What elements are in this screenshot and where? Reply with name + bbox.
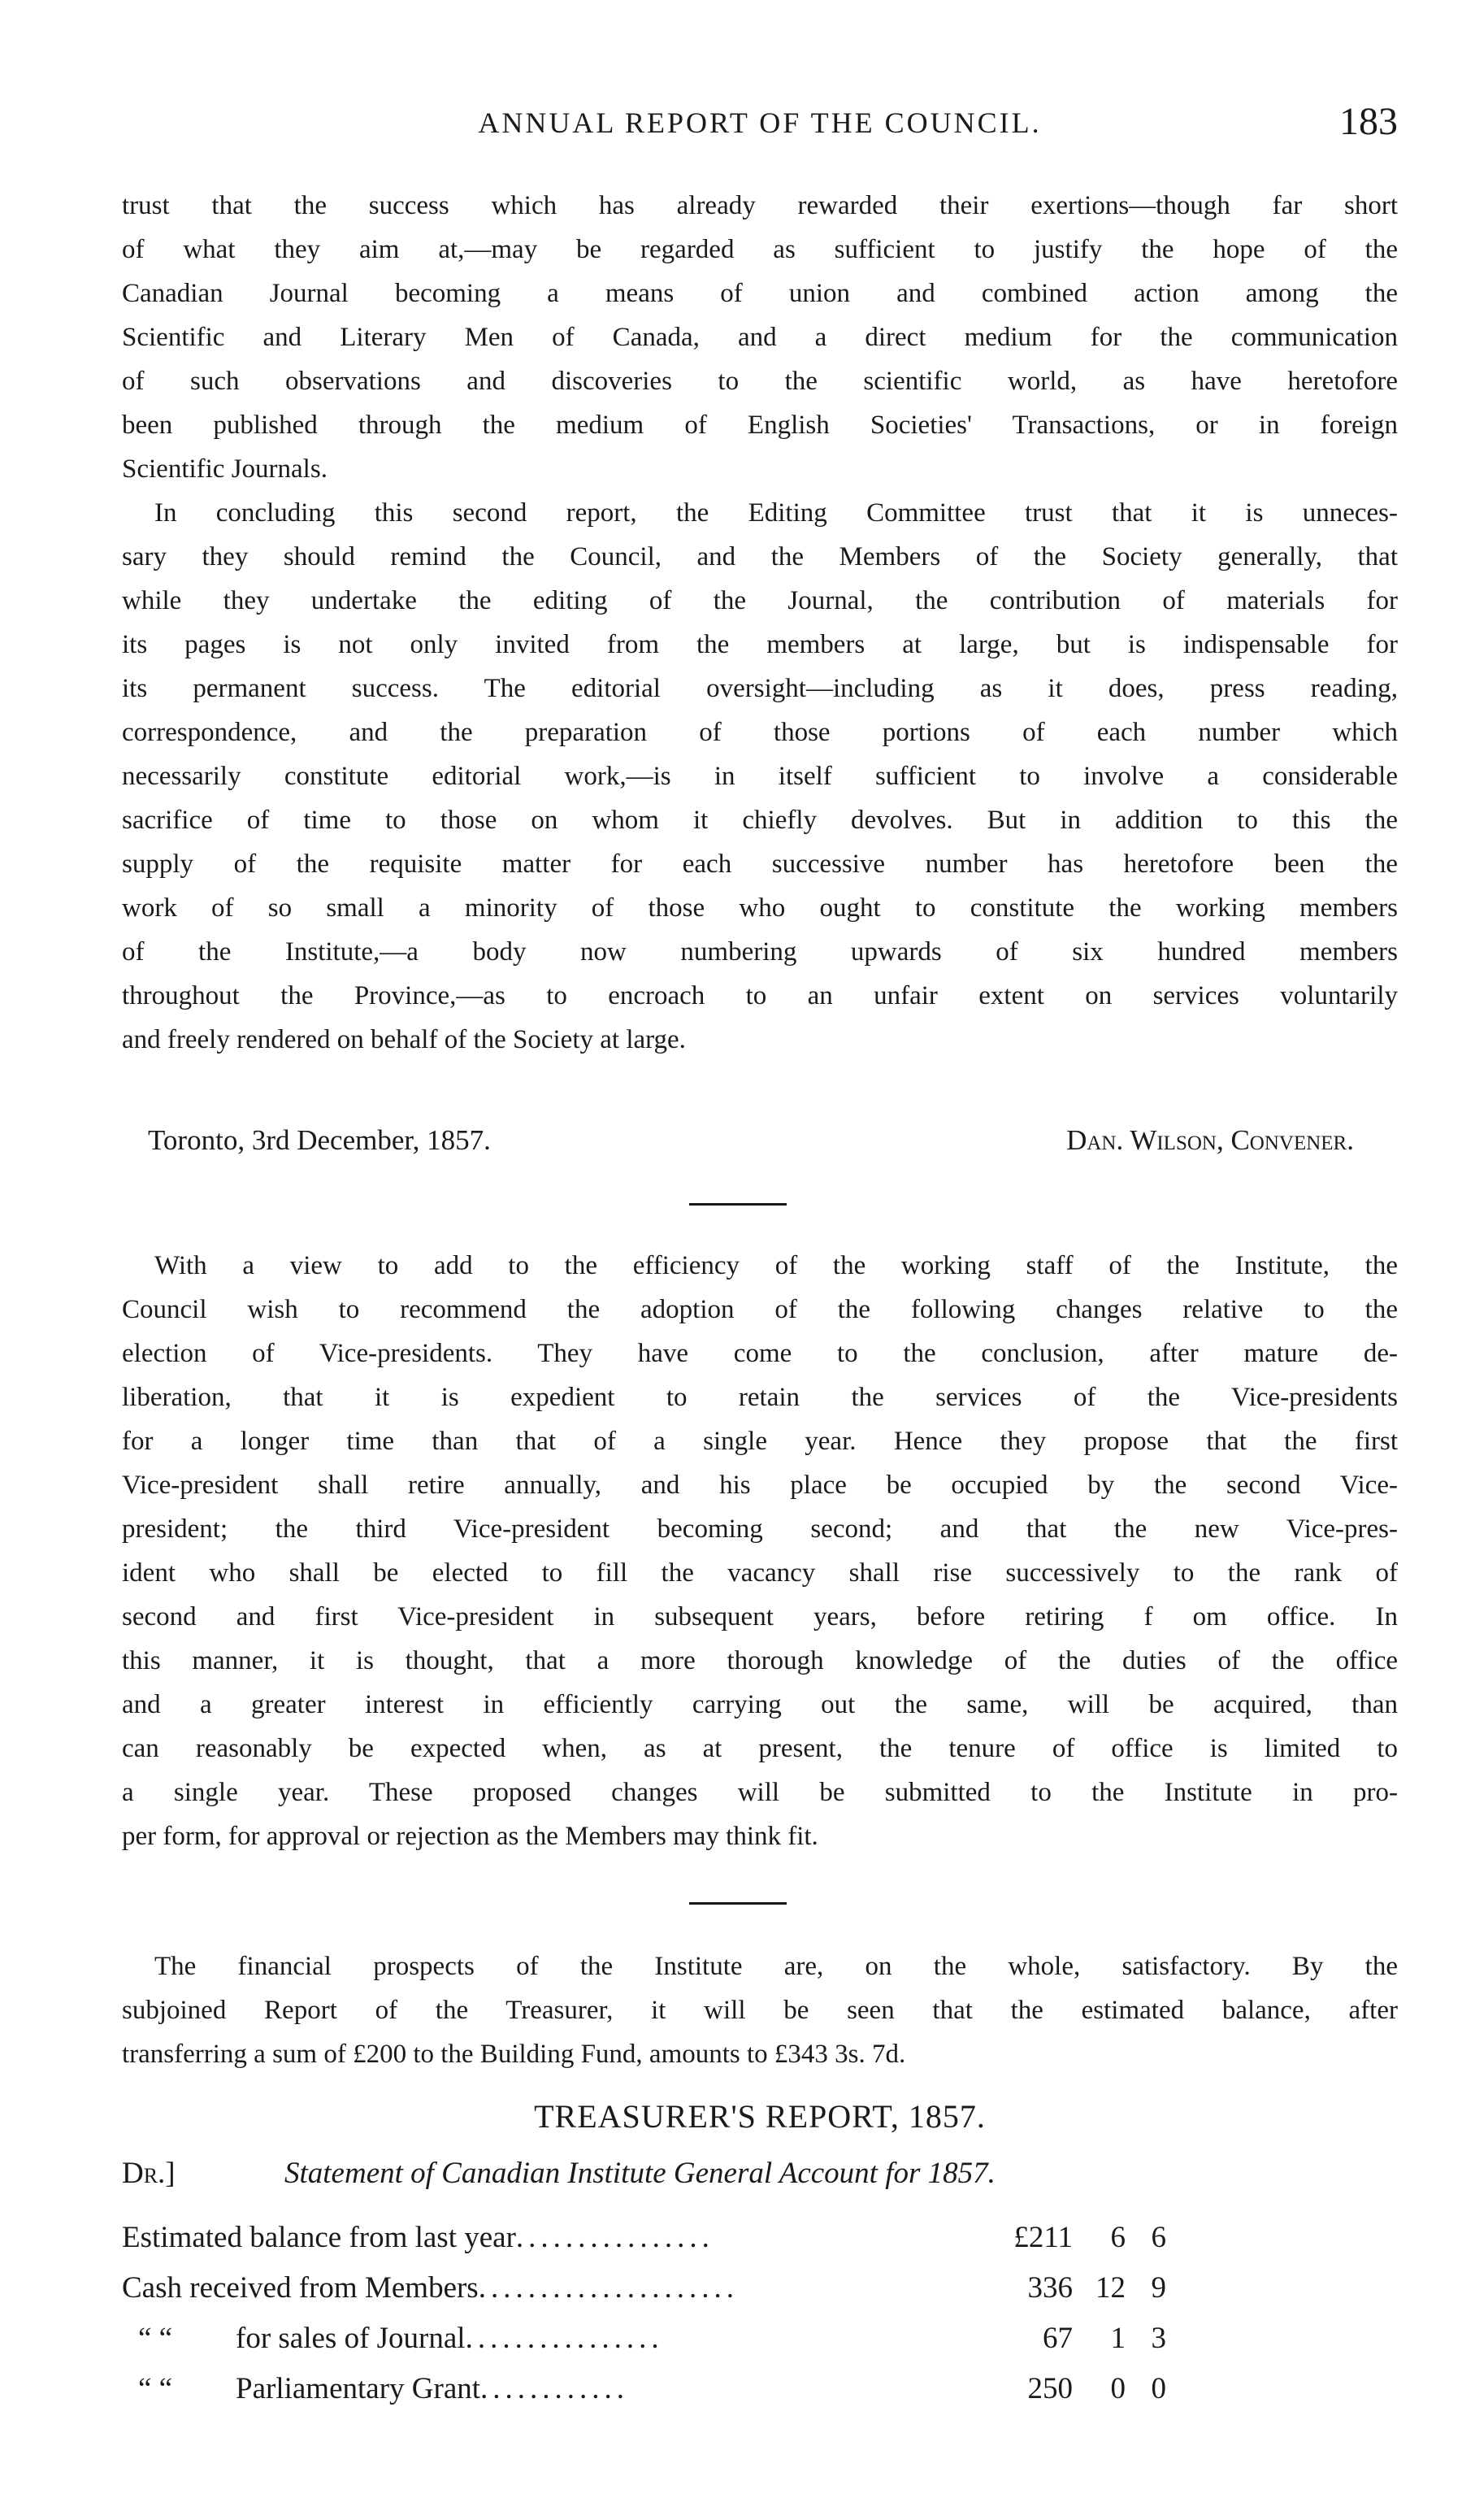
text-line: sary they should remind the Council, and the Members of the Society generally, that — [122, 542, 1398, 571]
entry-text: Parliamentary Grant — [236, 2372, 481, 2405]
text-line: transferring a sum of £200 to the Building Fund, amounts to £343 3s. 7d. — [122, 2040, 906, 2069]
paragraph-continued — [122, 184, 1398, 491]
paragraph-vice-presidents — [122, 1244, 1398, 1858]
statement-line — [122, 2156, 1398, 2201]
text-line: president; the third Vice-president becoming second; and that the new Vice-pres- — [122, 1514, 1398, 1544]
paragraph-financial — [122, 1944, 1398, 2076]
text-line: trust that the success which has already rewarded their exertions—though far short — [122, 191, 1398, 220]
signature-place-date: Toronto, 3rd December, 1857. — [148, 1124, 491, 1156]
amount-pounds: 250 — [1027, 2372, 1073, 2405]
text-line: election of Vice-presidents. They have come to the conclusion, after mature de- — [122, 1339, 1398, 1368]
text-line: per form, for approval or rejection as the Members may think fit. — [122, 1822, 818, 1851]
text-line: its pages is not only invited from the members at large, but is indispensable for — [122, 630, 1398, 659]
running-title: ANNUAL REPORT OF THE COUNCIL. — [478, 106, 1042, 139]
amount-shillings: 12 — [1095, 2271, 1126, 2305]
page-number: 183 — [1339, 100, 1398, 143]
text-line: necessarily constitute editorial work,—is in itself sufficient to involve a considerable — [122, 762, 1398, 791]
amount-pounds: £211 — [1013, 2221, 1073, 2254]
text-line: this manner, it is thought, that a more thorough knowledge of the duties of the office — [122, 1646, 1398, 1675]
amount-pence: 3 — [1151, 2322, 1166, 2355]
entry-description — [122, 2213, 959, 2263]
ditto-marks: “ “ — [138, 2372, 173, 2405]
text-line: With a view to add to the efficiency of the working staff of the Institute, the — [154, 1251, 1398, 1280]
text-line: The financial prospects of the Institute are, on the whole, satisfactory. By the — [154, 1952, 1398, 1981]
text-line: a single year. These proposed changes will be submitted to the Institute in pro- — [122, 1778, 1398, 1807]
amount-shillings: 1 — [1110, 2322, 1126, 2355]
ledger-entry — [122, 2263, 1398, 2314]
text-line: and freely rendered on behalf of the Society at large. — [122, 1025, 686, 1054]
text-line: Canadian Journal becoming a means of union and combined action among the — [122, 279, 1398, 308]
entry-text: for sales of Journal — [236, 2322, 466, 2355]
text-line: and a greater interest in efficiently carrying out the same, will be acquired, than — [122, 1690, 1398, 1719]
dot-leader: ..................... — [478, 2271, 739, 2305]
text-line: of such observations and discoveries to the scientific world, as have heretofore — [122, 367, 1398, 396]
entry-text: Cash received from Members — [122, 2271, 479, 2305]
amount-pence: 0 — [1151, 2372, 1166, 2405]
text-line: correspondence, and the preparation of those portions of each number which — [122, 718, 1398, 747]
entry-description — [138, 2364, 975, 2414]
amount-pounds: 67 — [1043, 2322, 1073, 2355]
text-line: Scientific Journals. — [122, 454, 328, 484]
ledger-entry — [122, 2314, 1398, 2364]
entry-text: Estimated balance from last year — [122, 2221, 516, 2254]
dot-leader: ................ — [515, 2221, 714, 2254]
signature-line — [148, 1119, 1354, 1162]
text-line: of the Institute,—a body now numbering upwards of six hundred members — [122, 937, 1398, 967]
treasurer-report-heading: TREASURER'S REPORT, 1857. — [534, 2098, 986, 2135]
text-line: Vice-president shall retire annually, and his place be occupied by the second Vice- — [122, 1471, 1398, 1500]
dot-leader: ............ — [480, 2372, 630, 2405]
amount-pounds: 336 — [1027, 2271, 1073, 2305]
statement-title: Statement of Canadian Institute General Account for 1857. — [284, 2157, 996, 2190]
text-line: while they undertake the editing of the Journal, the contribution of materials for — [122, 586, 1398, 615]
text-line: subjoined Report of the Treasurer, it will be seen that the estimated balance, after — [122, 1996, 1398, 2025]
paragraph-concluding — [122, 491, 1398, 1062]
text-line: of what they aim at,—may be regarded as sufficient to justify the hope of the — [122, 235, 1398, 264]
text-line: ident who shall be elected to fill the vacancy shall rise successively to the rank of — [122, 1558, 1398, 1588]
dot-leader: ................ — [465, 2322, 664, 2355]
debit-label: Dr.] — [122, 2157, 176, 2190]
text-line: second and first Vice-president in subsequent years, before retiring f om office. In — [122, 1602, 1398, 1631]
text-line: its permanent success. The editorial oversight—including as it does, press reading, — [122, 674, 1398, 703]
text-line: Scientific and Literary Men of Canada, and a direct medium for the communication — [122, 323, 1398, 352]
text-line: sacrifice of time to those on whom it chiefly devolves. But in addition to this the — [122, 806, 1398, 835]
text-line: work of so small a minority of those who ought to constitute the working members — [122, 893, 1398, 923]
text-line: In concluding this second report, the Editing Committee trust that it is unneces- — [154, 498, 1398, 528]
amount-pence: 9 — [1151, 2271, 1166, 2305]
account-ledger — [122, 2213, 1398, 2414]
text-line: Council wish to recommend the adoption of the following changes relative to the — [122, 1295, 1398, 1324]
amount-shillings: 0 — [1110, 2372, 1126, 2405]
amount-shillings: 6 — [1110, 2221, 1126, 2254]
ditto-marks: “ “ — [138, 2322, 173, 2355]
amount-pence: 6 — [1151, 2221, 1166, 2254]
text-line: for a longer time than that of a single year. Hence they propose that the first — [122, 1427, 1398, 1456]
text-line: can reasonably be expected when, as at present, the tenure of office is limited to — [122, 1734, 1398, 1763]
text-line: supply of the requisite matter for each successive number has heretofore been the — [122, 849, 1398, 879]
entry-description — [122, 2263, 959, 2314]
text-line: liberation, that it is expedient to retain the services of the Vice-presidents — [122, 1383, 1398, 1412]
text-line: throughout the Province,—as to encroach to an unfair extent on services voluntarily — [122, 981, 1398, 1010]
entry-description — [138, 2314, 975, 2364]
ledger-entry — [122, 2364, 1398, 2414]
running-head — [122, 99, 1398, 148]
ledger-entry — [122, 2213, 1398, 2263]
signature-name: Dan. Wilson, Convener. — [1066, 1124, 1354, 1156]
section-divider — [689, 1203, 787, 1206]
text-line: been published through the medium of English Societies' Transactions, or in foreign — [122, 411, 1398, 440]
section-divider — [689, 1902, 787, 1905]
